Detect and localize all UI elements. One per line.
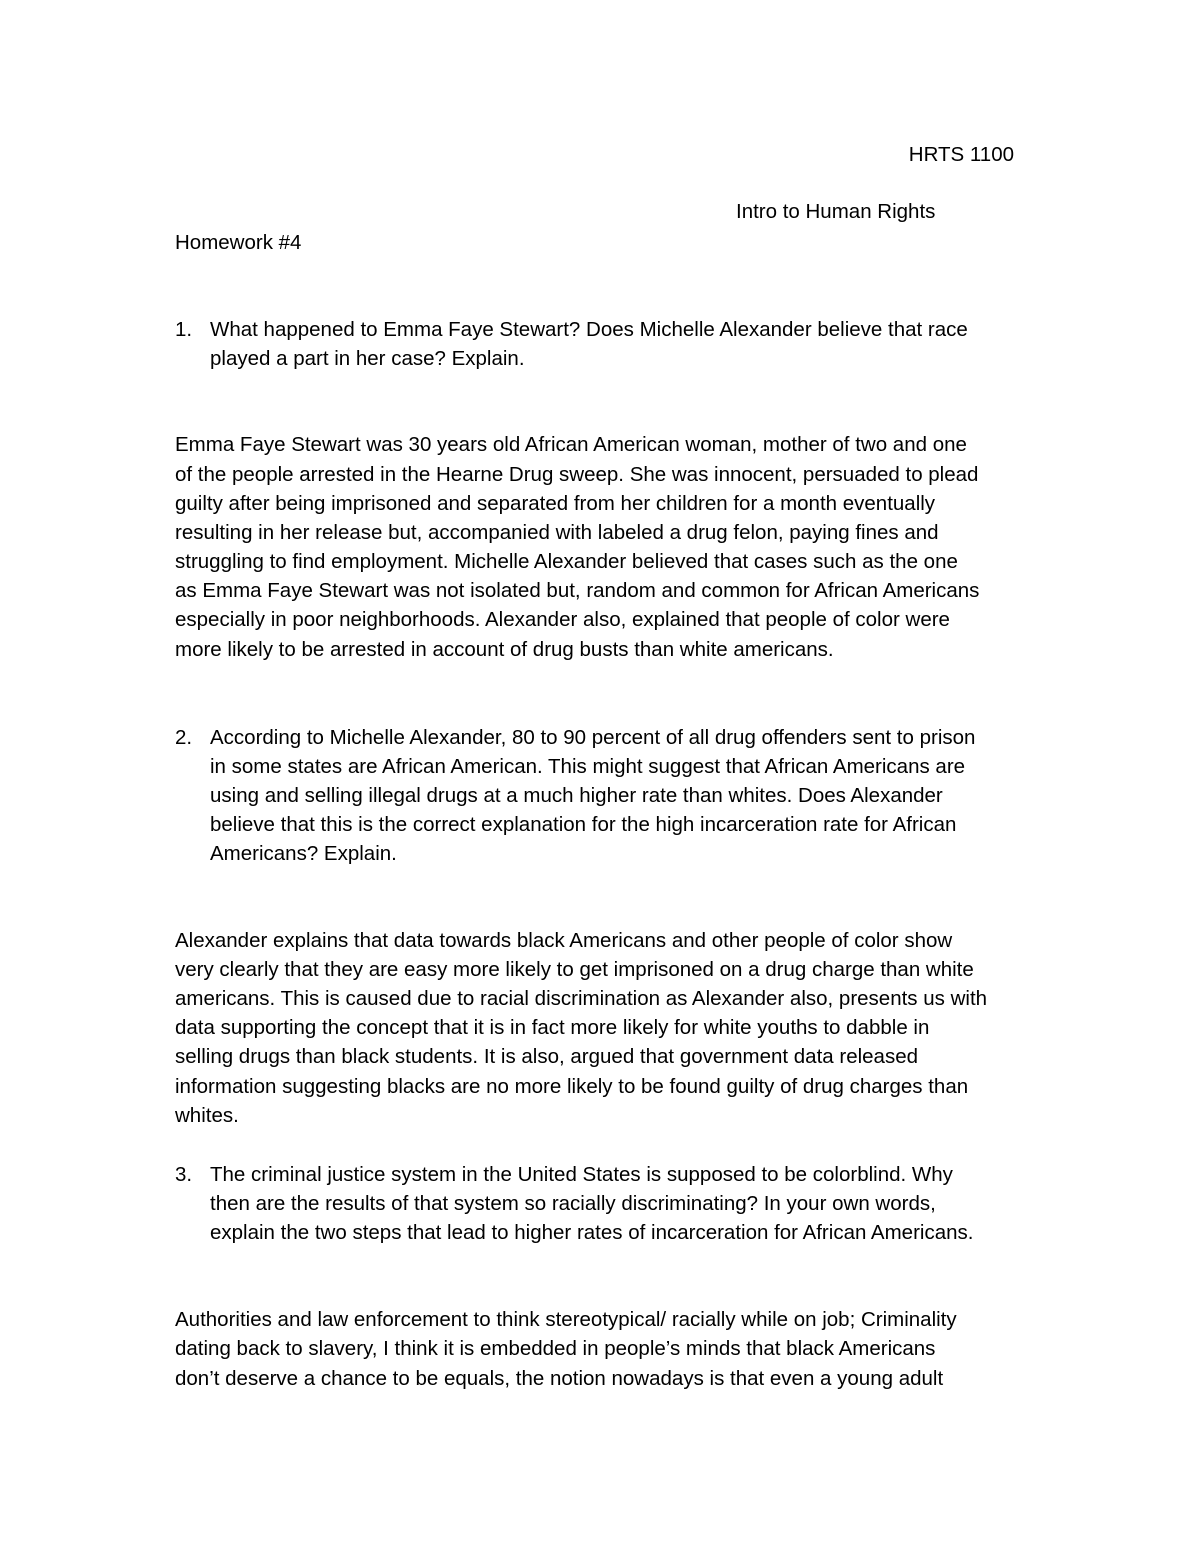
answer-1-line: struggling to find employment. Michelle Alexander believed that cases such as the one	[175, 550, 958, 573]
question-3-number: 3.	[175, 1163, 193, 1186]
answer-2-line: Alexander explains that data towards black Americans and other people of color show	[175, 929, 953, 952]
question-3-line: The criminal justice system in the United States is supposed to be colorblind. Why	[210, 1163, 953, 1186]
question-2-line: in some states are African American. This might suggest that African Americans are	[210, 755, 966, 778]
question-2-line: believe that this is the correct explanation for the high incarceration rate for African	[210, 813, 957, 836]
answer-3-line: dating back to slavery, I think it is embedded in people’s minds that black Americans	[175, 1337, 936, 1360]
answer-2-line: data supporting the concept that it is in fact more likely for white youths to dabble in	[175, 1016, 930, 1039]
answer-1-line: more likely to be arrested in account of drug busts than white americans.	[175, 638, 834, 661]
question-2-line: using and selling illegal drugs at a much higher rate than whites. Does Alexander	[210, 784, 943, 807]
question-2-number: 2.	[175, 726, 193, 749]
question-1-number: 1.	[175, 318, 193, 341]
course-code: HRTS 1100	[908, 143, 1014, 166]
question-3-line: explain the two steps that lead to higher rates of incarceration for African Americans.	[210, 1221, 974, 1244]
question-2-line: Americans? Explain.	[210, 842, 397, 865]
question-3-line: then are the results of that system so racially discriminating? In your own words,	[210, 1192, 936, 1215]
assignment-title: Homework #4	[175, 231, 302, 254]
answer-2-line: selling drugs than black students. It is also, argued that government data released	[175, 1045, 919, 1068]
question-1-line: What happened to Emma Faye Stewart? Does Michelle Alexander believe that race	[210, 318, 968, 341]
answer-2-line: very clearly that they are easy more likely to get imprisoned on a drug charge than white	[175, 958, 974, 981]
answer-1-line: especially in poor neighborhoods. Alexander also, explained that people of color were	[175, 608, 950, 631]
question-2-line: According to Michelle Alexander, 80 to 90 percent of all drug offenders sent to prison	[210, 726, 976, 749]
answer-3-line: don’t deserve a chance to be equals, the notion nowadays is that even a young adult	[175, 1367, 944, 1390]
answer-1-line: Emma Faye Stewart was 30 years old African American woman, mother of two and one	[175, 433, 967, 456]
answer-2-line: whites.	[175, 1104, 239, 1127]
course-name: Intro to Human Rights	[736, 200, 936, 223]
answer-1-line: guilty after being imprisoned and separated from her children for a month eventually	[175, 492, 936, 515]
answer-1-line: of the people arrested in the Hearne Drug sweep. She was innocent, persuaded to plead	[175, 463, 979, 486]
answer-1-line: as Emma Faye Stewart was not isolated but, random and common for African Americans	[175, 579, 980, 602]
answer-3-line: Authorities and law enforcement to think stereotypical/ racially while on job; Criminality	[175, 1308, 957, 1331]
question-1-line: played a part in her case? Explain.	[210, 347, 525, 370]
answer-2-line: americans. This is caused due to racial discrimination as Alexander also, presents us with	[175, 987, 988, 1010]
answer-1-line: resulting in her release but, accompanied with labeled a drug felon, paying fines and	[175, 521, 939, 544]
answer-2-line: information suggesting blacks are no more likely to be found guilty of drug charges than	[175, 1075, 969, 1098]
